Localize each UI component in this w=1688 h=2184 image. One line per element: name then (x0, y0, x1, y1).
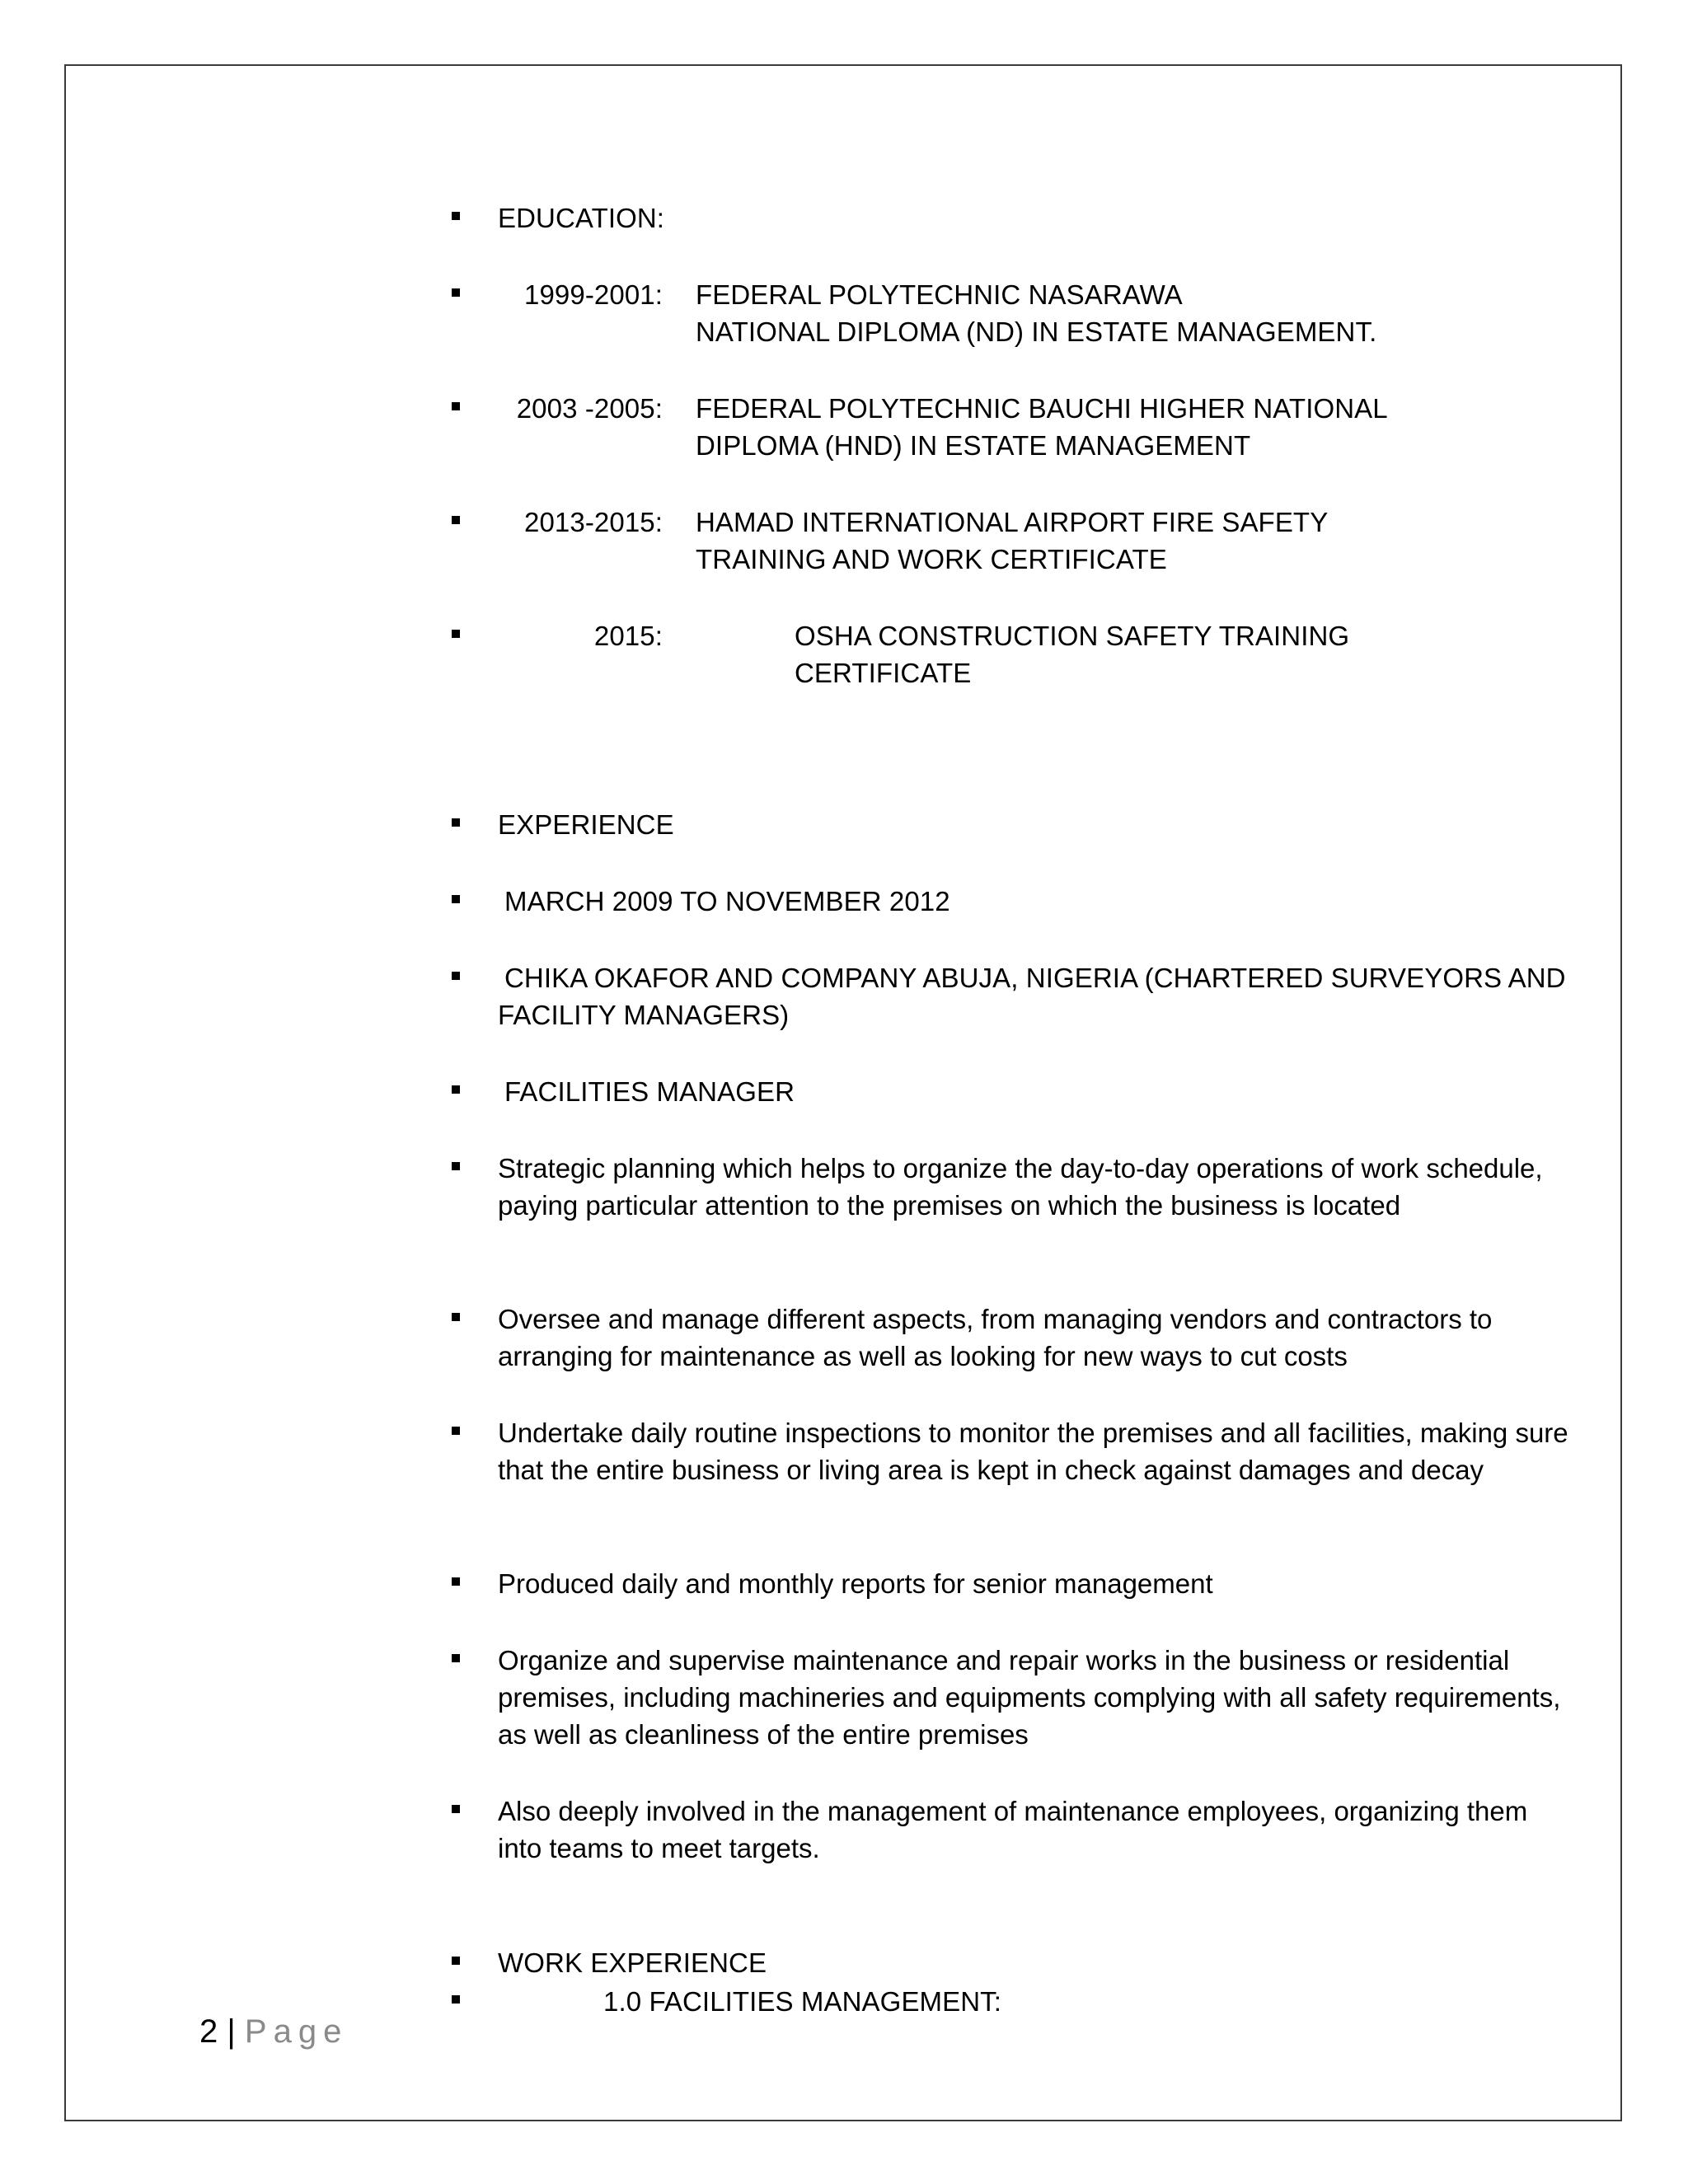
bullet-icon (452, 1427, 460, 1435)
education-institution: OSHA CONSTRUCTION SAFETY TRAINING (795, 621, 1350, 651)
education-institution: FEDERAL POLYTECHNIC NASARAWA (696, 279, 1183, 310)
bullet-icon (452, 402, 460, 410)
experience-heading: EXPERIENCE (498, 809, 674, 840)
bullet-icon (452, 1957, 460, 1965)
experience-company-continued: FACILITY MANAGERS) (498, 1000, 790, 1030)
bullet-icon (452, 288, 460, 297)
bullet-icon (452, 516, 460, 524)
duty-item: Organize and supervise maintenance and repair works in the business or residential premises, including machineries and equipments complying with all safety requirements, as well as cleanliness of the entire premises (498, 1645, 1561, 1750)
work-experience-subheading: 1.0 FACILITIES MANAGEMENT: (603, 1986, 1002, 2017)
footer-separator: | (227, 2013, 236, 2050)
duty-item: Undertake daily routine inspections to monitor the premises and all facilities, making sure that the entire business or living area is kept in check against damages and decay (498, 1418, 1568, 1485)
experience-company: CHIKA OKAFOR AND COMPANY ABUJA, NIGERIA (CHARTERED SURVEYORS AND (504, 963, 1566, 993)
experience-role: FACILITIES MANAGER (504, 1076, 795, 1107)
work-experience-heading: WORK EXPERIENCE (498, 1947, 767, 1978)
experience-period: MARCH 2009 TO NOVEMBER 2012 (504, 886, 950, 916)
page-footer (199, 2011, 348, 2052)
education-institution: FEDERAL POLYTECHNIC BAUCHI HIGHER NATIONAL (696, 393, 1388, 424)
education-qualification: CERTIFICATE (795, 658, 972, 688)
bullet-icon (452, 1577, 460, 1586)
bullet-icon (452, 1313, 460, 1321)
page-label: Page (244, 2013, 349, 2050)
duty-item: Strategic planning which helps to organize the day-to-day operations of work schedule, paying particular attention to the premises on which the business is located (498, 1153, 1543, 1221)
education-years: 2015: (593, 621, 663, 651)
bullet-icon (452, 1805, 460, 1813)
bullet-icon (452, 1085, 460, 1094)
education-heading: EDUCATION: (498, 203, 665, 233)
education-qualification: NATIONAL DIPLOMA (ND) IN ESTATE MANAGEMENT. (696, 316, 1377, 347)
education-qualification: DIPLOMA (HND) IN ESTATE MANAGEMENT (696, 430, 1251, 461)
bullet-icon (452, 212, 460, 220)
duty-item: Also deeply involved in the management of maintenance employees, organizing them into teams to meet targets. (498, 1796, 1528, 1863)
bullet-icon (452, 1654, 460, 1662)
page-number: 2 (199, 2013, 218, 2050)
education-years: 2013-2015: (524, 507, 663, 537)
education-qualification: TRAINING AND WORK CERTIFICATE (696, 544, 1167, 574)
bullet-icon (452, 972, 460, 980)
bullet-icon (452, 895, 460, 903)
duty-item: Oversee and manage different aspects, from managing vendors and contractors to arranging for maintenance as well as looking for new ways to cut costs (498, 1304, 1493, 1371)
bullet-icon (452, 1162, 460, 1170)
bullet-icon (452, 818, 460, 827)
bullet-icon (452, 630, 460, 638)
bullet-icon (452, 1995, 460, 2004)
education-years: 2003 -2005: (516, 393, 663, 424)
education-institution: HAMAD INTERNATIONAL AIRPORT FIRE SAFETY (696, 507, 1329, 537)
duty-item: Produced daily and monthly reports for senior management (498, 1568, 1213, 1599)
education-years: 1999-2001: (524, 279, 663, 310)
